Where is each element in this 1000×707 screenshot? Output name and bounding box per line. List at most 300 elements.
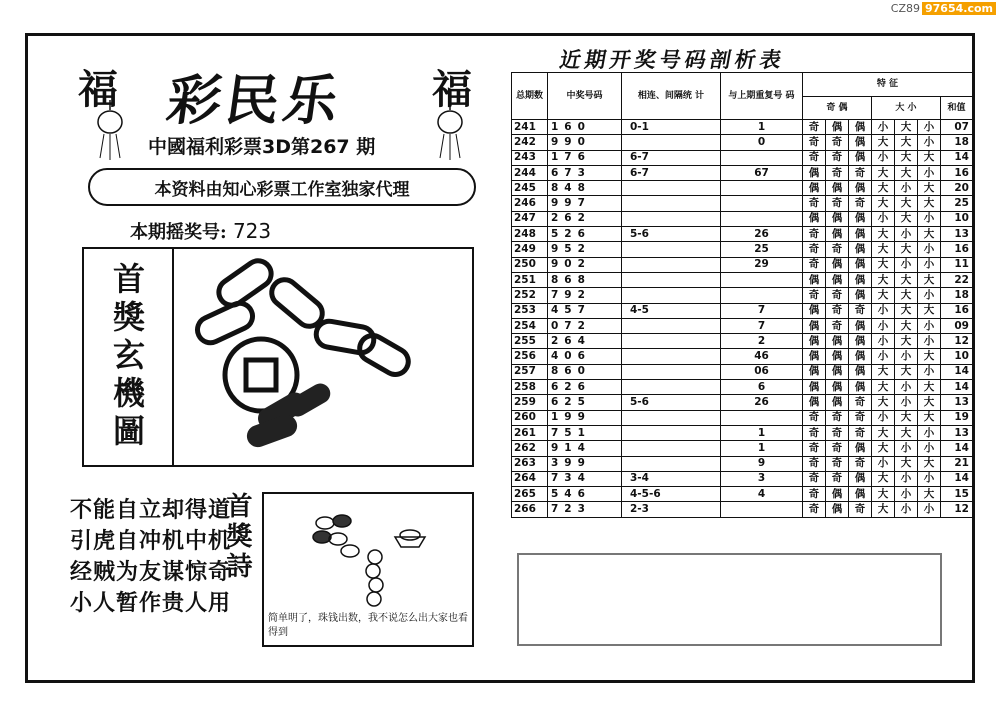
cell-feature: 小 bbox=[918, 334, 941, 349]
cell-sum: 11 bbox=[941, 257, 973, 272]
cell-feature: 小 bbox=[895, 441, 918, 456]
cell-sum: 10 bbox=[941, 211, 973, 226]
cell-repeat bbox=[721, 196, 803, 211]
cell-feature: 偶 bbox=[803, 272, 826, 287]
cell-feature: 大 bbox=[895, 364, 918, 379]
cell-feature: 奇 bbox=[849, 425, 872, 440]
cell-number: 176 bbox=[548, 150, 622, 165]
poem-label: 首獎詩 bbox=[222, 492, 252, 582]
cell-feature: 大 bbox=[895, 303, 918, 318]
cell-sum: 10 bbox=[941, 349, 973, 364]
cell-repeat: 6 bbox=[721, 380, 803, 395]
table-row bbox=[512, 487, 973, 502]
table-row bbox=[512, 272, 973, 287]
cell-feature: 奇 bbox=[849, 456, 872, 471]
cell-number: 914 bbox=[548, 441, 622, 456]
cell-feature: 小 bbox=[918, 502, 941, 517]
table-row bbox=[512, 318, 973, 333]
cell-feature: 大 bbox=[895, 196, 918, 211]
table-title: 近期开奖号码剖析表 bbox=[557, 47, 788, 72]
fu-left: 福 bbox=[78, 66, 118, 113]
cell-feature: 偶 bbox=[826, 487, 849, 502]
cell-feature: 大 bbox=[872, 364, 895, 379]
cell-feature: 偶 bbox=[826, 181, 849, 196]
cell-sum: 14 bbox=[941, 380, 973, 395]
cell-repeat: 9 bbox=[721, 456, 803, 471]
cell-feature: 小 bbox=[918, 441, 941, 456]
cell-feature: 奇 bbox=[849, 395, 872, 410]
cell-feature: 偶 bbox=[849, 349, 872, 364]
cell-feature: 小 bbox=[895, 349, 918, 364]
cell-feature: 小 bbox=[895, 471, 918, 486]
cell-number: 673 bbox=[548, 165, 622, 180]
cell-period: 264 bbox=[512, 471, 548, 486]
table-row bbox=[512, 227, 973, 242]
notes-box bbox=[517, 553, 942, 646]
cell-number: 625 bbox=[548, 395, 622, 410]
cell-feature: 大 bbox=[918, 410, 941, 425]
cell-number: 734 bbox=[548, 471, 622, 486]
cell-feature: 大 bbox=[895, 135, 918, 150]
cell-feature: 大 bbox=[918, 395, 941, 410]
cell-feature: 大 bbox=[895, 150, 918, 165]
cell-feature: 小 bbox=[895, 181, 918, 196]
cell-feature: 偶 bbox=[849, 242, 872, 257]
cell-sum: 14 bbox=[941, 364, 973, 379]
cell-feature: 偶 bbox=[849, 272, 872, 287]
cell-feature: 小 bbox=[895, 380, 918, 395]
cell-feature: 偶 bbox=[849, 487, 872, 502]
cell-consec bbox=[622, 242, 721, 257]
cell-feature: 小 bbox=[872, 150, 895, 165]
cell-feature: 大 bbox=[872, 395, 895, 410]
cell-sum: 18 bbox=[941, 135, 973, 150]
poem-line: 引虎自冲机中机 bbox=[70, 529, 232, 554]
table-row bbox=[512, 211, 973, 226]
cell-feature: 奇 bbox=[803, 456, 826, 471]
cell-consec: 2-3 bbox=[622, 502, 721, 517]
cell-feature: 偶 bbox=[849, 257, 872, 272]
cell-feature: 奇 bbox=[849, 410, 872, 425]
cell-feature: 偶 bbox=[849, 318, 872, 333]
cell-feature: 奇 bbox=[826, 135, 849, 150]
cell-feature: 偶 bbox=[849, 135, 872, 150]
cell-feature: 小 bbox=[872, 456, 895, 471]
cell-feature: 大 bbox=[895, 288, 918, 303]
cell-number: 792 bbox=[548, 288, 622, 303]
cell-consec bbox=[622, 257, 721, 272]
cell-feature: 奇 bbox=[803, 441, 826, 456]
cell-repeat: 7 bbox=[721, 318, 803, 333]
cell-sum: 12 bbox=[941, 334, 973, 349]
xuanji-label: 首獎玄機圖 bbox=[82, 247, 174, 467]
cell-consec bbox=[622, 288, 721, 303]
cell-consec bbox=[622, 456, 721, 471]
cell-repeat bbox=[721, 181, 803, 196]
cell-feature: 奇 bbox=[803, 471, 826, 486]
agent-text: 本资料由知心彩票工作室独家代理 bbox=[154, 179, 410, 200]
cell-consec bbox=[622, 380, 721, 395]
cell-feature: 奇 bbox=[803, 257, 826, 272]
cell-feature: 大 bbox=[895, 425, 918, 440]
cell-feature: 偶 bbox=[849, 211, 872, 226]
table-row bbox=[512, 395, 973, 410]
cell-feature: 大 bbox=[895, 334, 918, 349]
issue-subtitle: 中國福利彩票3D第267 期 bbox=[148, 136, 376, 158]
cell-number: 199 bbox=[548, 410, 622, 425]
cell-feature: 大 bbox=[918, 150, 941, 165]
cell-feature: 小 bbox=[895, 257, 918, 272]
cell-number: 868 bbox=[548, 272, 622, 287]
cell-feature: 奇 bbox=[803, 487, 826, 502]
cell-repeat: 1 bbox=[721, 441, 803, 456]
cell-feature: 小 bbox=[918, 211, 941, 226]
cell-sum: 19 bbox=[941, 410, 973, 425]
cell-feature: 小 bbox=[918, 120, 941, 135]
cell-consec bbox=[622, 425, 721, 440]
cell-feature: 奇 bbox=[803, 196, 826, 211]
cell-period: 259 bbox=[512, 395, 548, 410]
cell-sum: 07 bbox=[941, 120, 973, 135]
table-row bbox=[512, 165, 973, 180]
cell-feature: 大 bbox=[872, 471, 895, 486]
cell-consec: 5-6 bbox=[622, 227, 721, 242]
cell-feature: 奇 bbox=[803, 227, 826, 242]
cell-feature: 小 bbox=[918, 135, 941, 150]
cell-feature: 偶 bbox=[849, 471, 872, 486]
cell-feature: 偶 bbox=[826, 349, 849, 364]
cell-period: 266 bbox=[512, 502, 548, 517]
cell-feature: 偶 bbox=[849, 120, 872, 135]
cell-period: 257 bbox=[512, 364, 548, 379]
cell-number: 952 bbox=[548, 242, 622, 257]
cell-number: 751 bbox=[548, 425, 622, 440]
cell-feature: 偶 bbox=[803, 303, 826, 318]
cell-feature: 奇 bbox=[803, 288, 826, 303]
cell-repeat: 46 bbox=[721, 349, 803, 364]
cell-number: 399 bbox=[548, 456, 622, 471]
cell-feature: 偶 bbox=[826, 502, 849, 517]
lantern-left-icon bbox=[90, 100, 130, 162]
cell-feature: 大 bbox=[872, 487, 895, 502]
cell-feature: 小 bbox=[872, 120, 895, 135]
cell-feature: 偶 bbox=[803, 211, 826, 226]
cell-feature: 大 bbox=[895, 318, 918, 333]
cell-consec bbox=[622, 272, 721, 287]
cell-period: 248 bbox=[512, 227, 548, 242]
cell-feature: 大 bbox=[895, 165, 918, 180]
cell-repeat bbox=[721, 502, 803, 517]
table-row bbox=[512, 135, 973, 150]
cell-feature: 小 bbox=[918, 318, 941, 333]
cell-number: 546 bbox=[548, 487, 622, 502]
cell-feature: 大 bbox=[918, 487, 941, 502]
cell-feature: 偶 bbox=[826, 364, 849, 379]
cell-feature: 偶 bbox=[826, 257, 849, 272]
cell-feature: 偶 bbox=[826, 395, 849, 410]
cell-repeat: 06 bbox=[721, 364, 803, 379]
col-consec: 相连、间隔统 计 bbox=[622, 73, 721, 120]
cell-feature: 奇 bbox=[826, 410, 849, 425]
table-row bbox=[512, 196, 973, 211]
table-row bbox=[512, 288, 973, 303]
cell-period: 242 bbox=[512, 135, 548, 150]
cell-number: 902 bbox=[548, 257, 622, 272]
cell-repeat bbox=[721, 410, 803, 425]
cell-period: 243 bbox=[512, 150, 548, 165]
cell-feature: 小 bbox=[872, 211, 895, 226]
cell-feature: 偶 bbox=[849, 334, 872, 349]
cell-sum: 16 bbox=[941, 303, 973, 318]
cell-number: 723 bbox=[548, 502, 622, 517]
cell-feature: 偶 bbox=[803, 318, 826, 333]
agent-banner bbox=[88, 168, 476, 206]
cell-period: 256 bbox=[512, 349, 548, 364]
cell-feature: 奇 bbox=[803, 120, 826, 135]
cell-period: 246 bbox=[512, 196, 548, 211]
cell-sum: 22 bbox=[941, 272, 973, 287]
cell-period: 265 bbox=[512, 487, 548, 502]
cell-period: 260 bbox=[512, 410, 548, 425]
cell-sum: 25 bbox=[941, 196, 973, 211]
cell-feature: 偶 bbox=[803, 349, 826, 364]
cell-feature: 奇 bbox=[849, 502, 872, 517]
poem-line: 经贼为友谋惊奇 bbox=[70, 560, 232, 585]
poem-line: 不能自立却得道 bbox=[70, 498, 232, 523]
cell-feature: 大 bbox=[895, 242, 918, 257]
cell-number: 262 bbox=[548, 211, 622, 226]
cell-feature: 大 bbox=[895, 410, 918, 425]
cell-consec: 4-5 bbox=[622, 303, 721, 318]
cell-feature: 偶 bbox=[826, 211, 849, 226]
cell-consec bbox=[622, 211, 721, 226]
cell-repeat: 2 bbox=[721, 334, 803, 349]
table-row bbox=[512, 349, 973, 364]
cell-feature: 奇 bbox=[826, 242, 849, 257]
cell-feature: 小 bbox=[918, 471, 941, 486]
cell-feature: 奇 bbox=[826, 303, 849, 318]
cell-sum: 18 bbox=[941, 288, 973, 303]
cell-repeat: 3 bbox=[721, 471, 803, 486]
lantern-right-icon bbox=[430, 100, 470, 162]
cell-repeat: 26 bbox=[721, 227, 803, 242]
cell-number: 406 bbox=[548, 349, 622, 364]
table-row bbox=[512, 120, 973, 135]
draw-number-line bbox=[130, 218, 271, 244]
watermark-prefix: CZ89 bbox=[890, 2, 920, 15]
table-row bbox=[512, 257, 973, 272]
cell-feature: 奇 bbox=[826, 318, 849, 333]
cell-repeat: 25 bbox=[721, 242, 803, 257]
cell-period: 258 bbox=[512, 380, 548, 395]
cell-sum: 15 bbox=[941, 487, 973, 502]
cell-feature: 奇 bbox=[826, 288, 849, 303]
col-oddeven: 奇 偶 bbox=[803, 96, 872, 120]
cell-feature: 大 bbox=[872, 165, 895, 180]
cell-feature: 大 bbox=[872, 181, 895, 196]
col-number: 中奖号码 bbox=[548, 73, 622, 120]
cell-feature: 偶 bbox=[803, 181, 826, 196]
cell-sum: 09 bbox=[941, 318, 973, 333]
cell-feature: 大 bbox=[918, 456, 941, 471]
col-bigsmall: 大 小 bbox=[872, 96, 941, 120]
cell-feature: 偶 bbox=[849, 181, 872, 196]
cell-feature: 大 bbox=[918, 196, 941, 211]
cell-feature: 奇 bbox=[803, 150, 826, 165]
cell-period: 244 bbox=[512, 165, 548, 180]
cell-consec: 4-5-6 bbox=[622, 487, 721, 502]
cell-feature: 奇 bbox=[849, 165, 872, 180]
cell-feature: 小 bbox=[872, 410, 895, 425]
cell-sum: 16 bbox=[941, 242, 973, 257]
cell-number: 626 bbox=[548, 380, 622, 395]
cell-sum: 16 bbox=[941, 165, 973, 180]
table-row bbox=[512, 410, 973, 425]
cell-repeat: 0 bbox=[721, 135, 803, 150]
table-row bbox=[512, 181, 973, 196]
cell-repeat bbox=[721, 211, 803, 226]
cell-repeat bbox=[721, 272, 803, 287]
cell-feature: 偶 bbox=[803, 364, 826, 379]
cell-consec bbox=[622, 349, 721, 364]
cell-feature: 偶 bbox=[849, 364, 872, 379]
cell-number: 160 bbox=[548, 120, 622, 135]
xuanji-picture bbox=[176, 250, 472, 465]
cell-feature: 奇 bbox=[803, 410, 826, 425]
table-row bbox=[512, 456, 973, 471]
table-row bbox=[512, 150, 973, 165]
watermark-site: 97654.com bbox=[922, 2, 996, 15]
cell-feature: 大 bbox=[918, 380, 941, 395]
cell-number: 264 bbox=[548, 334, 622, 349]
draw-number: 723 bbox=[232, 219, 272, 243]
cell-period: 247 bbox=[512, 211, 548, 226]
cell-feature: 小 bbox=[918, 165, 941, 180]
cell-feature: 偶 bbox=[803, 380, 826, 395]
cell-consec bbox=[622, 196, 721, 211]
cell-repeat: 26 bbox=[721, 395, 803, 410]
cell-consec: 6-7 bbox=[622, 150, 721, 165]
cell-feature: 小 bbox=[872, 303, 895, 318]
cell-repeat: 1 bbox=[721, 425, 803, 440]
cell-feature: 大 bbox=[872, 441, 895, 456]
cell-feature: 大 bbox=[872, 196, 895, 211]
cell-repeat: 7 bbox=[721, 303, 803, 318]
cell-feature: 偶 bbox=[826, 120, 849, 135]
cell-sum: 21 bbox=[941, 456, 973, 471]
table-row bbox=[512, 303, 973, 318]
cell-feature: 奇 bbox=[803, 242, 826, 257]
cell-feature: 小 bbox=[918, 364, 941, 379]
cell-feature: 偶 bbox=[849, 288, 872, 303]
cell-consec: 0-1 bbox=[622, 120, 721, 135]
cell-feature: 大 bbox=[872, 288, 895, 303]
cell-feature: 奇 bbox=[803, 425, 826, 440]
cell-feature: 大 bbox=[895, 211, 918, 226]
cell-period: 249 bbox=[512, 242, 548, 257]
cell-feature: 大 bbox=[895, 120, 918, 135]
cell-period: 262 bbox=[512, 441, 548, 456]
cell-feature: 大 bbox=[918, 349, 941, 364]
cell-consec bbox=[622, 318, 721, 333]
cell-feature: 大 bbox=[872, 380, 895, 395]
table-row bbox=[512, 242, 973, 257]
cell-feature: 大 bbox=[918, 227, 941, 242]
cell-repeat: 29 bbox=[721, 257, 803, 272]
cell-feature: 偶 bbox=[849, 227, 872, 242]
cell-feature: 大 bbox=[872, 242, 895, 257]
cell-consec: 5-6 bbox=[622, 395, 721, 410]
cell-number: 457 bbox=[548, 303, 622, 318]
poem-line: 小人暂作贵人用 bbox=[70, 591, 232, 616]
cell-repeat: 4 bbox=[721, 487, 803, 502]
cell-consec: 3-4 bbox=[622, 471, 721, 486]
cell-feature: 偶 bbox=[803, 165, 826, 180]
cell-feature: 奇 bbox=[803, 502, 826, 517]
hint-text: 简单明了，珠钱出数，我不说怎么出大家也看得到 bbox=[268, 613, 468, 638]
table-row bbox=[512, 441, 973, 456]
cell-feature: 大 bbox=[872, 272, 895, 287]
cell-feature: 偶 bbox=[849, 441, 872, 456]
table-row bbox=[512, 364, 973, 379]
cell-number: 997 bbox=[548, 196, 622, 211]
col-features: 特 征 bbox=[803, 73, 973, 97]
cell-period: 250 bbox=[512, 257, 548, 272]
cell-period: 241 bbox=[512, 120, 548, 135]
cell-period: 255 bbox=[512, 334, 548, 349]
cell-feature: 大 bbox=[895, 456, 918, 471]
col-sum: 和值 bbox=[941, 96, 973, 120]
cell-feature: 大 bbox=[872, 135, 895, 150]
cell-feature: 大 bbox=[872, 425, 895, 440]
cell-period: 254 bbox=[512, 318, 548, 333]
cell-feature: 小 bbox=[918, 257, 941, 272]
site-watermark bbox=[891, 2, 996, 15]
cell-period: 263 bbox=[512, 456, 548, 471]
cell-sum: 13 bbox=[941, 425, 973, 440]
cell-feature: 小 bbox=[895, 502, 918, 517]
cell-feature: 大 bbox=[895, 272, 918, 287]
cell-repeat bbox=[721, 288, 803, 303]
fu-right: 福 bbox=[432, 66, 472, 113]
cell-number: 072 bbox=[548, 318, 622, 333]
cell-feature: 大 bbox=[872, 257, 895, 272]
cell-feature: 奇 bbox=[849, 303, 872, 318]
cell-consec bbox=[622, 410, 721, 425]
cell-repeat: 67 bbox=[721, 165, 803, 180]
cell-period: 261 bbox=[512, 425, 548, 440]
cell-consec bbox=[622, 135, 721, 150]
draw-label: 本期摇奖号: bbox=[130, 222, 227, 243]
cell-feature: 小 bbox=[895, 395, 918, 410]
cell-feature: 大 bbox=[872, 502, 895, 517]
cell-period: 251 bbox=[512, 272, 548, 287]
col-repeat: 与上期重复号 码 bbox=[721, 73, 803, 120]
analysis-table bbox=[511, 72, 973, 518]
cell-feature: 偶 bbox=[849, 380, 872, 395]
cell-feature: 大 bbox=[918, 272, 941, 287]
cell-consec: 6-7 bbox=[622, 165, 721, 180]
cell-feature: 偶 bbox=[826, 227, 849, 242]
cell-feature: 偶 bbox=[826, 334, 849, 349]
cell-repeat bbox=[721, 150, 803, 165]
coins-beads-picture bbox=[300, 505, 450, 610]
cell-feature: 奇 bbox=[826, 150, 849, 165]
cell-sum: 20 bbox=[941, 181, 973, 196]
cell-number: 526 bbox=[548, 227, 622, 242]
cell-repeat: 1 bbox=[721, 120, 803, 135]
cell-consec bbox=[622, 441, 721, 456]
